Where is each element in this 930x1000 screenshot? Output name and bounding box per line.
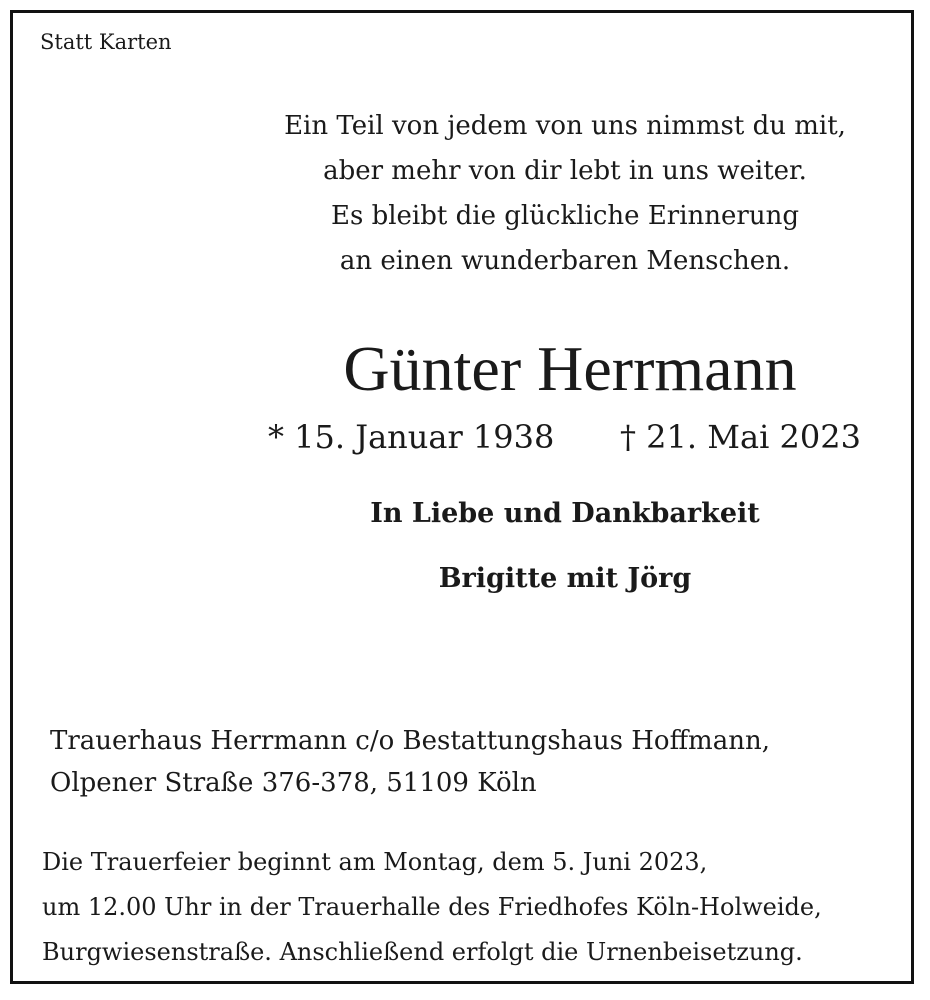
service-line: Burgwiesenstraße. Anschließend erfolgt die Urnenbeisetzung. bbox=[42, 938, 803, 966]
address-line: Trauerhaus Herrmann c/o Bestattungshaus Hoffmann, bbox=[50, 726, 770, 756]
death-date: † 21. Mai 2023 bbox=[620, 418, 861, 456]
birth-date: * 15. Januar 1938 bbox=[268, 418, 555, 456]
poem-line: Ein Teil von jedem von uns nimmst du mit, bbox=[284, 111, 846, 141]
poem bbox=[265, 104, 865, 284]
dedication: In Liebe und Dankbarkeit bbox=[370, 498, 760, 529]
deceased-name: Günter Herrmann bbox=[343, 333, 797, 404]
header-note: Statt Karten bbox=[40, 30, 172, 54]
mourning-address bbox=[50, 720, 770, 804]
service-line: Die Trauerfeier beginnt am Montag, dem 5. Juni 2023, bbox=[42, 848, 708, 876]
mourners: Brigitte mit Jörg bbox=[438, 563, 692, 594]
service-line: um 12.00 Uhr in der Trauerhalle des Friedhofes Köln-Holweide, bbox=[42, 893, 822, 921]
service-info bbox=[42, 840, 822, 975]
address-line: Olpener Straße 376-378, 51109 Köln bbox=[50, 768, 537, 798]
poem-line: aber mehr von dir lebt in uns weiter. bbox=[323, 156, 807, 186]
poem-line: an einen wunderbaren Menschen. bbox=[339, 246, 791, 276]
poem-line: Es bleibt die glückliche Erinnerung bbox=[331, 201, 799, 231]
